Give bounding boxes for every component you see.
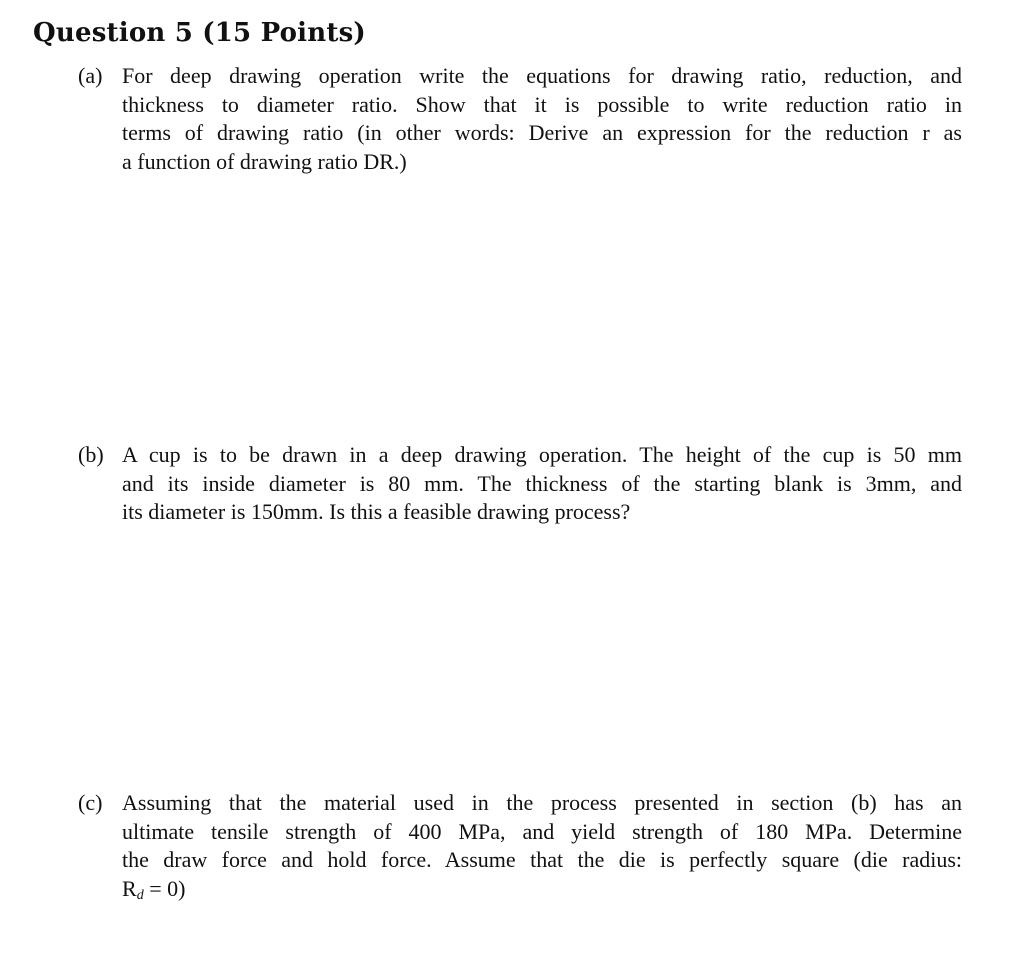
part-a-line-2: thickness to diameter ratio. Show that it is possible to write reduction ratio in <box>122 91 962 117</box>
part-b-line-3: its diameter is 150mm. Is this a feasible drawing process? <box>122 499 631 525</box>
part-a-text <box>122 62 962 176</box>
part-a-label: (a) <box>78 63 103 88</box>
part-a-line-1: For deep drawing operation write the equations for drawing ratio, reduction, and <box>122 63 962 88</box>
part-b-label: (b) <box>78 442 104 467</box>
part-c-line-1: Assuming that the material used in the process presented in section (b) has an <box>122 790 962 815</box>
part-b-line-2: and its inside diameter is 80 mm. The thickness of the starting blank is 3mm, and <box>122 470 962 496</box>
part-b-text <box>122 441 962 527</box>
die-radius-value: = 0) <box>143 875 186 901</box>
part-b-line-1: A cup is to be drawn in a deep drawing operation. The height of the cup is 50 mm <box>122 442 962 467</box>
part-a-line-4: a function of drawing ratio DR.) <box>122 148 407 174</box>
part-c-label: (c) <box>78 790 103 815</box>
question-title: Question 5 (15 Points) <box>33 18 366 48</box>
part-c-formula-line <box>122 875 962 904</box>
part-c-line-3: the draw force and hold force. Assume that the die is perfectly square (die radius: <box>122 847 962 873</box>
die-radius-subscript: d <box>136 887 144 903</box>
part-c-line-2: ultimate tensile strength of 400 MPa, and yield strength of 180 MPa. Determine <box>122 818 962 844</box>
die-radius-symbol: R <box>122 875 137 901</box>
part-a-line-3: terms of drawing ratio (in other words: Derive an expression for the reduction r as <box>122 120 962 146</box>
part-c-text <box>122 789 962 903</box>
